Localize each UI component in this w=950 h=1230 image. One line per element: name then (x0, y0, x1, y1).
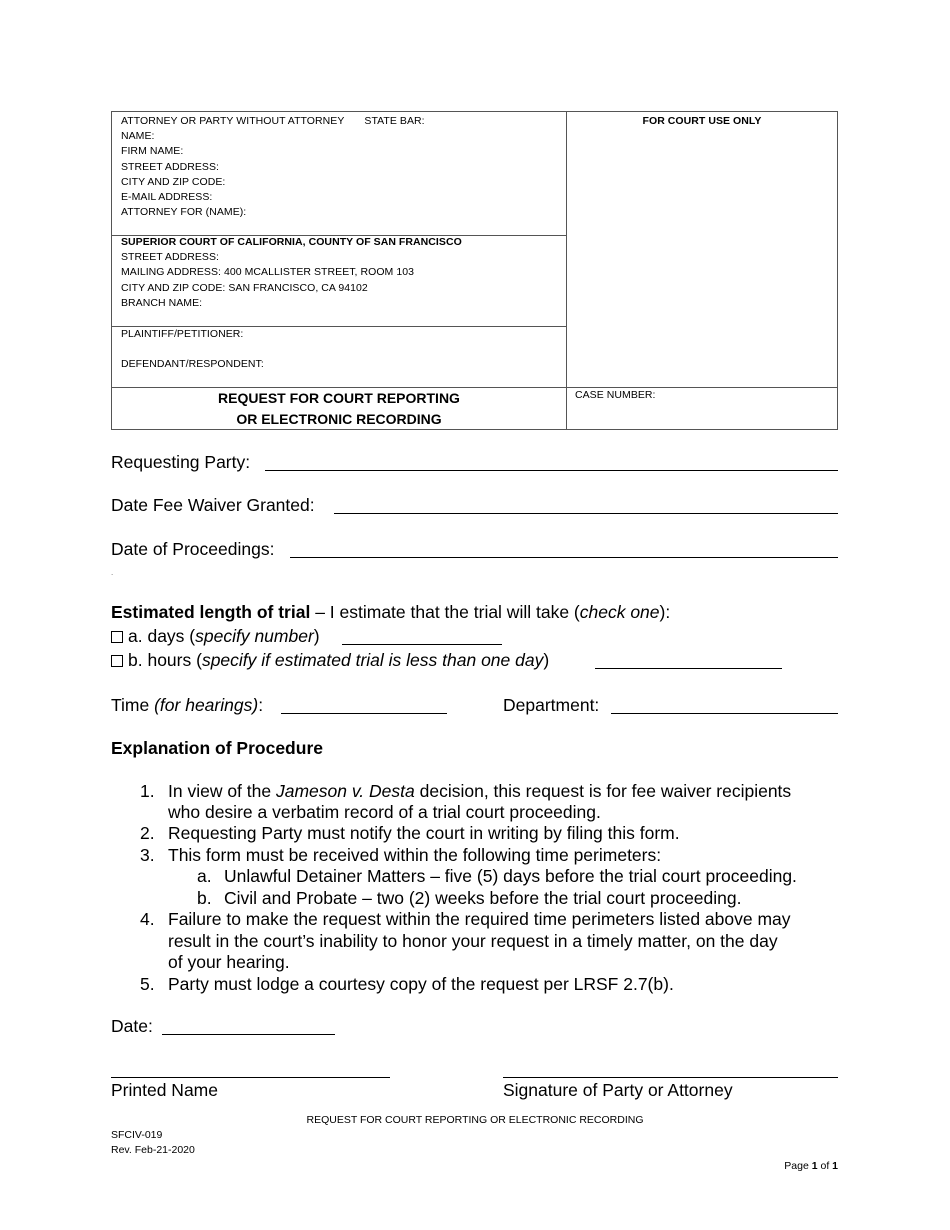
attorney-header-line (121, 114, 566, 129)
hours-line[interactable] (595, 668, 782, 669)
attorney-for-field[interactable]: ATTORNEY FOR (NAME): (121, 206, 247, 219)
item2-text: Requesting Party must notify the court in writing by filing this form. (168, 823, 680, 843)
page-number (784, 1159, 838, 1174)
revision-date: Rev. Feb-21-2020 (111, 1144, 195, 1156)
item3a-text: Unlawful Detainer Matters – five (5) days before the trial court proceeding. (224, 866, 797, 886)
signature-label: Signature of Party or Attorney (503, 1080, 733, 1100)
item4-line2: result in the court’s inability to honor your request in a timely matter, on the day (168, 931, 778, 951)
date-fee-waiver-line[interactable] (334, 513, 838, 514)
page-current: 1 (811, 1160, 818, 1172)
caption-box (111, 111, 838, 430)
item3-number: 3. (140, 845, 155, 865)
attorney-section (112, 114, 566, 220)
page-total: 1 (832, 1160, 838, 1172)
item5-number: 5. (140, 974, 155, 994)
printed-name-label: Printed Name (111, 1080, 218, 1100)
court-branch-name: BRANCH NAME: (121, 296, 203, 309)
option-b-end: ) (543, 650, 550, 670)
requesting-party-label: Requesting Party: (111, 452, 251, 472)
court-mailing-address: MAILING ADDRESS: 400 MCALLISTER STREET, ROOM 103 (121, 266, 414, 279)
item1-case-name: Jameson v. Desta (275, 781, 415, 801)
hours-checkbox[interactable] (111, 655, 123, 667)
item2-number: 2. (140, 823, 155, 843)
attorney-city-zip-field[interactable]: CITY AND ZIP CODE: (121, 175, 226, 188)
caption-left-column (112, 112, 567, 429)
requesting-party-line[interactable] (265, 470, 838, 471)
date-of-proceedings-line[interactable] (290, 557, 838, 558)
footer-title: REQUEST FOR COURT REPORTING OR ELECTRONIC RECORDING (306, 1114, 644, 1126)
court-name: SUPERIOR COURT OF CALIFORNIA, COUNTY OF SAN FRANCISCO (121, 236, 462, 248)
item1-pre: In view of the (168, 781, 276, 801)
days-checkbox[interactable] (111, 631, 123, 643)
time-label-text: Time (111, 695, 155, 715)
option-a-italic: specify number (195, 626, 314, 646)
item3a-letter: a. (197, 866, 212, 886)
attorney-label: ATTORNEY OR PARTY WITHOUT ATTORNEY (121, 115, 345, 127)
time-label (111, 694, 263, 716)
plaintiff-field[interactable]: PLAINTIFF/PETITIONER: (121, 328, 244, 340)
time-label-italic: (for hearings) (154, 695, 259, 715)
department-line[interactable] (611, 713, 838, 714)
item3-text: This form must be received within the following time perimeters: (168, 845, 662, 865)
trial-heading (111, 601, 670, 623)
item1-post: decision, this request is for fee waiver recipients (414, 781, 792, 801)
printed-name-line[interactable] (111, 1077, 390, 1078)
stray-mark: . (111, 568, 114, 577)
item4-line1: Failure to make the request within the required time perimeters listed above may (168, 909, 791, 929)
attorney-street-address-field[interactable]: STREET ADDRESS: (121, 160, 219, 173)
caption-right-column (567, 112, 837, 429)
option-a-text: a. days ( (128, 626, 196, 646)
option-a-end: ) (313, 626, 320, 646)
explanation-heading: Explanation of Procedure (111, 738, 323, 758)
date-line[interactable] (162, 1034, 335, 1035)
form-title-line1: REQUEST FOR COURT REPORTING (218, 390, 460, 406)
item1-line2: who desire a verbatim record of a trial court proceeding. (168, 802, 601, 822)
item3b-text: Civil and Probate – two (2) weeks before the trial court proceeding. (224, 888, 742, 908)
trial-option-a (111, 625, 320, 647)
item5-text: Party must lodge a courtesy copy of the request per LRSF 2.7(b). (168, 974, 674, 994)
court-street-address: STREET ADDRESS: (121, 251, 219, 264)
court-city-zip: CITY AND ZIP CODE: SAN FRANCISCO, CA 94102 (121, 281, 368, 294)
trial-heading-italic: check one (579, 602, 660, 622)
time-label-colon: : (258, 695, 264, 715)
item1-line1 (168, 780, 791, 802)
page-of: of (817, 1160, 833, 1172)
court-section (112, 235, 566, 311)
trial-heading-text: – I estimate that the trial will take ( (310, 602, 580, 622)
date-label: Date: (111, 1016, 153, 1036)
defendant-field[interactable]: DEFENDANT/RESPONDENT: (121, 358, 264, 370)
item4-number: 4. (140, 909, 155, 929)
case-number-field[interactable]: CASE NUMBER: (575, 389, 656, 401)
option-b-text: b. hours ( (128, 650, 202, 670)
form-id: SFCIV-019 (111, 1129, 163, 1141)
item3b-letter: b. (197, 888, 212, 908)
item1-number: 1. (140, 781, 155, 801)
trial-heading-end: ): (659, 602, 671, 622)
form-title (112, 388, 566, 430)
attorney-name-field[interactable]: NAME: (121, 130, 155, 143)
state-bar-label: STATE BAR: (364, 115, 425, 127)
option-b-italic: specify if estimated trial is less than one day (201, 650, 544, 670)
date-of-proceedings-label: Date of Proceedings: (111, 539, 275, 559)
firm-name-field[interactable]: FIRM NAME: (121, 145, 184, 158)
department-label: Department: (503, 695, 600, 715)
court-use-only-label: FOR COURT USE ONLY (642, 115, 762, 127)
page-prefix: Page (784, 1160, 812, 1172)
form-title-line2: OR ELECTRONIC RECORDING (236, 411, 442, 427)
time-line[interactable] (281, 713, 447, 714)
item4-line3: of your hearing. (168, 952, 290, 972)
trial-option-b (111, 649, 549, 671)
trial-heading-bold: Estimated length of trial (111, 602, 311, 622)
date-fee-waiver-label: Date Fee Waiver Granted: (111, 495, 315, 515)
signature-line[interactable] (503, 1077, 838, 1078)
email-address-field[interactable]: E-MAIL ADDRESS: (121, 191, 213, 204)
days-line[interactable] (342, 644, 502, 645)
